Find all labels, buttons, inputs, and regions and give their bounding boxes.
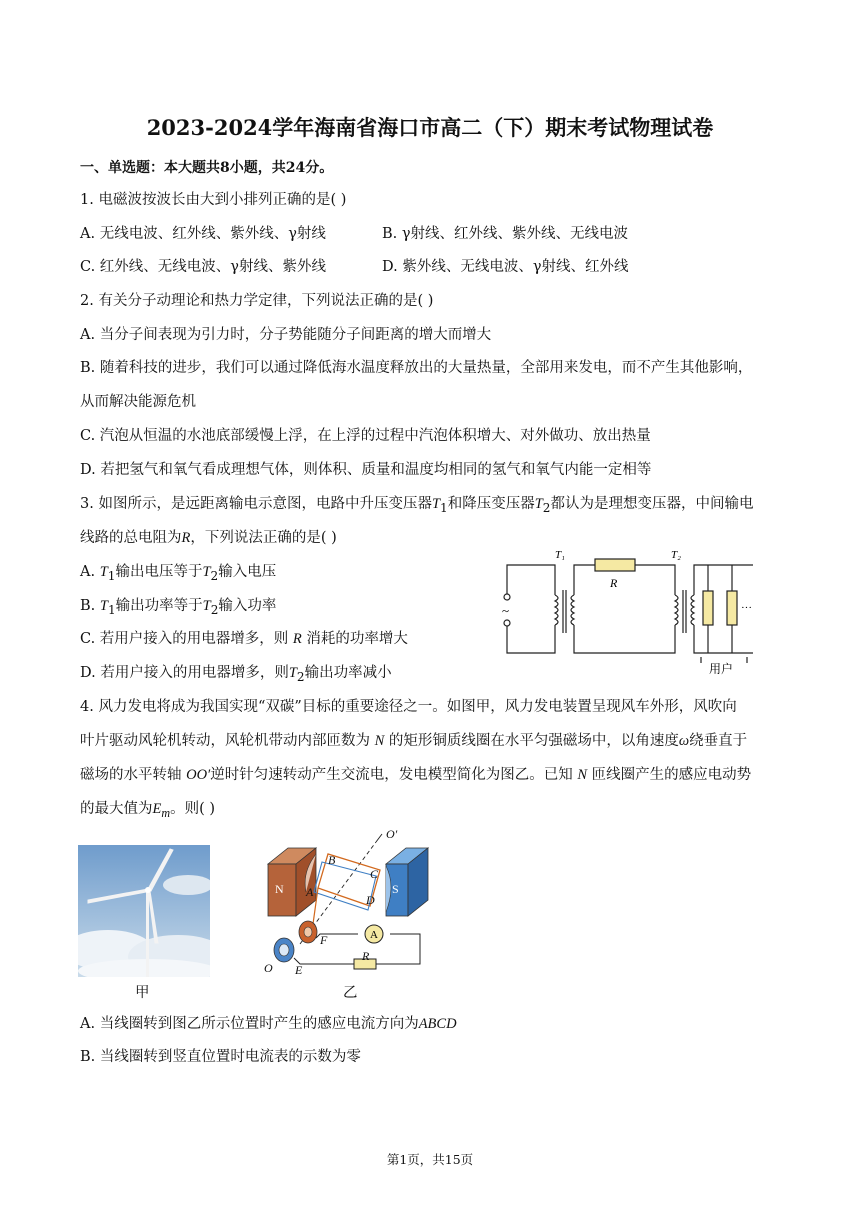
- q4-option-b: B. 当线圈转到竖直位置时电流表的示数为零: [80, 1049, 361, 1065]
- q2-option-a: A. 当分子间表现为引力时，分子势能随分子间距离的增大而增大: [80, 327, 492, 343]
- q2-option-b-line2: 从而解决能源危机: [80, 394, 196, 410]
- fig-label-b: B: [328, 853, 336, 867]
- section-heading: 一、单选题：本大题共8小题，共24分。: [80, 160, 334, 176]
- fig-label-e: E: [295, 963, 303, 977]
- q1-stem: 1. 电磁波按波长由大到小排列正确的是( ): [80, 192, 347, 208]
- q1-option-d: D. 紫外线、无线电波、γ射线、红外线: [382, 259, 629, 275]
- wind-turbine-photo: [78, 845, 210, 977]
- generator-model-diagram: [258, 826, 438, 986]
- fig-caption-yi: 乙: [343, 985, 358, 1001]
- ammeter-symbol: A: [370, 929, 378, 941]
- q2-option-b-line1: B. 随着科技的进步，我们可以通过降低海水温度释放出的大量热量，全部用来发电，而不产生其他影响，: [80, 360, 753, 376]
- q3-stem-line1: 3. 如图所示，是远距离输电示意图，电路中升压变压器$T_1$和降压变压器$T_2$都认为是理想变压器，中间输电: [80, 496, 754, 515]
- q1-option-a: A. 无线电波、红外线、紫外线、γ射线: [80, 226, 326, 242]
- ac-source-symbol: ~: [502, 603, 510, 618]
- fig-label-dots: ···: [741, 602, 752, 614]
- fig-label-f: F: [320, 933, 328, 947]
- fig-label-r: R: [362, 949, 370, 963]
- transmission-circuit-diagram: [495, 545, 770, 680]
- fig-label-o-prime: O′: [386, 827, 398, 841]
- q4-stem-line3: 磁场的水平转轴 OO′逆时针匀速转动产生交流电，发电模型简化为图乙。已知 N 匝线圈产生的感应电动势: [80, 767, 752, 783]
- page-footer: 第1页，共15页: [386, 1152, 474, 1167]
- fig-label-t1: T₁: [555, 549, 565, 561]
- fig-label-d: D: [366, 893, 375, 907]
- fig-label-r: R: [610, 576, 618, 590]
- q1-option-c: C. 红外线、无线电波、γ射线、紫外线: [80, 259, 326, 275]
- fig-label-o: O: [264, 961, 273, 975]
- q1-option-b: B. γ射线、红外线、紫外线、无线电波: [382, 226, 629, 242]
- q3-option-a: A. $T_1$输出电压等于$T_2$输入电压: [80, 564, 277, 583]
- fig-label-c: C: [370, 867, 379, 881]
- fig-caption-jia: 甲: [135, 985, 150, 1001]
- q2-option-c: C. 汽泡从恒温的水池底部缓慢上浮，在上浮的过程中汽泡体积增大、对外做功、放出热量: [80, 428, 651, 444]
- q3-option-c: C. 若用户接入的用电器增多，则 R 消耗的功率增大: [80, 631, 408, 647]
- fig-label-t2: T₂: [671, 549, 681, 561]
- fig-label-n-pole: N: [275, 882, 284, 896]
- q4-option-a: A. 当线圈转到图乙所示位置时产生的感应电流方向为ABCD: [80, 1016, 457, 1032]
- q4-stem-line2: 叶片驱动风轮机转动，风轮机带动内部匝数为 N 的矩形铜质线圈在水平匀强磁场中，以角速度ω绕垂直于: [80, 733, 748, 749]
- q2-option-d: D. 若把氢气和氧气看成理想气体，则体积、质量和温度均相同的氢气和氧气内能一定相等: [80, 462, 652, 478]
- fig-label-user: 用户: [709, 662, 734, 676]
- q3-option-b: B. $T_1$输出功率等于$T_2$输入功率: [80, 598, 277, 617]
- q3-stem-line2: 线路的总电阻为R，下列说法正确的是( ): [80, 530, 337, 546]
- fig-label-s-pole: S: [392, 882, 399, 896]
- fig-label-a: A: [306, 885, 314, 899]
- q2-stem: 2. 有关分子动理论和热力学定律，下列说法正确的是( ): [80, 293, 434, 309]
- q4-stem-line1: 4. 风力发电将成为我国实现“双碳”目标的重要途径之一。如图甲，风力发电装置呈现风车外形，风吹向: [80, 699, 737, 715]
- q4-stem-line4: 的最大值为$E_m$。则( ): [80, 801, 216, 820]
- q3-option-d: D. 若用户接入的用电器增多，则$T_2$输出功率减小: [80, 665, 392, 684]
- page-title: 2023-2024学年海南省海口市高二（下）期末考试物理试卷: [146, 115, 714, 140]
